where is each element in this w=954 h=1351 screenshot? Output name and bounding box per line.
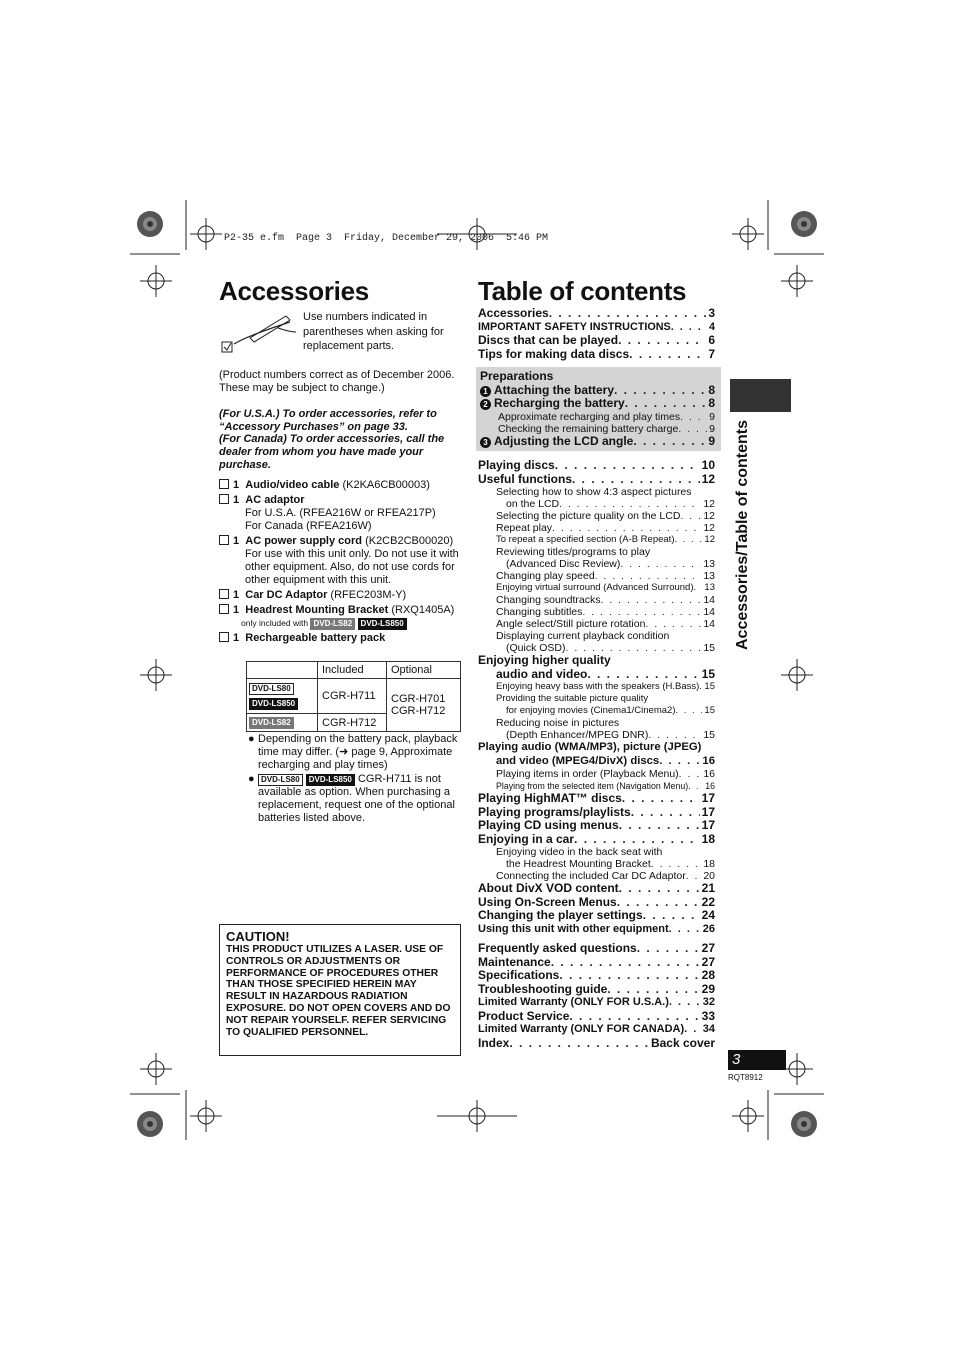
toc-entry[interactable]: Product Service . . . 33: [478, 1010, 715, 1024]
doc-code: RQT8912: [728, 1073, 763, 1082]
step-1-icon: 1: [480, 386, 491, 397]
toc-entry[interactable]: 3 Adjusting the LCD angle . . . 9: [480, 435, 715, 449]
toc-entry-line: Selecting how to show 4:3 aspect pictures: [496, 486, 692, 498]
toc-entry[interactable]: Playing from the selected item (Navigation Menu) . . . 16: [478, 780, 715, 792]
toc-entry[interactable]: Enjoying in a car . . . 18: [478, 833, 715, 847]
accessory-detail: For Canada (RFEA216W): [245, 520, 372, 532]
battery-notes: [248, 733, 461, 825]
toc-entry[interactable]: About DivX VOD content . . . 21: [478, 882, 715, 896]
toc-entry[interactable]: To repeat a specified section (A-B Repeat) . . . 12: [478, 534, 715, 546]
toc-entry[interactable]: Limited Warranty (ONLY FOR U.S.A.) . . . 32: [478, 996, 715, 1010]
toc-entry-line: Playing audio (WMA/MP3), picture (JPEG): [478, 741, 702, 753]
table-row: DVD-LS80 DVD-LS850 CGR-H711 CGR-H701 CGR-H712: [247, 679, 461, 714]
toc-entry-line: Displaying current playback condition: [496, 630, 670, 642]
toc-entry[interactable]: Angle select/Still picture rotation . . . 14: [478, 618, 715, 630]
toc-entry[interactable]: Index . . . Back cover: [478, 1037, 715, 1051]
accessories-intro: Use numbers indicated in parentheses when asking for replacement parts.: [303, 311, 444, 352]
toc-entry-line: Reviewing titles/programs to play: [496, 546, 651, 558]
toc-entry[interactable]: Useful functions . . . 12: [478, 473, 715, 487]
accessory-detail: For U.S.A. (RFEA216W or RFEA217P): [245, 507, 436, 519]
toc-entry[interactable]: Maintenance . . . 27: [478, 956, 715, 970]
toc-entry[interactable]: Using this unit with other equipment . . . 26: [478, 923, 715, 937]
toc-entry[interactable]: Repeat play . . . 12: [478, 522, 715, 534]
checkbox-icon: [219, 632, 229, 642]
model-tag-ls80: DVD-LS80: [258, 774, 303, 786]
toc-entry[interactable]: Playing programs/playlists . . . 17: [478, 806, 715, 820]
list-item: ● Depending on the battery pack, playback time may differ. (➜ page 9, Approximate recharging and play times): [248, 733, 458, 771]
toc-entry[interactable]: Troubleshooting guide . . . 29: [478, 983, 715, 997]
toc-entry[interactable]: Changing soundtracks . . . 14: [478, 594, 715, 606]
checkbox-icon: [219, 604, 229, 614]
accessory-item: 1 Headrest Mounting Bracket (RXQ1405A): [219, 604, 463, 617]
list-item: ● DVD-LS80 DVD-LS850 CGR-H711 is not available as option. When purchasing a replacement, request one of the optional batteries listed above.: [248, 773, 455, 824]
file-header-line: P2-35 e.fm Page 3 Friday, December 29, 2006 5:46 PM: [224, 233, 549, 244]
accessory-list: [219, 479, 463, 645]
toc-entry-line: Reducing noise in pictures: [496, 717, 620, 729]
toc-entry[interactable]: Changing the player settings . . . 24: [478, 909, 715, 923]
checkbox-icon: [219, 494, 229, 504]
toc-entry[interactable]: 1 Attaching the battery . . . 8: [480, 384, 715, 398]
table-row: [247, 662, 461, 679]
canada-order-note: (For Canada) To order accessories, call the dealer from whom you have made your purchase.: [219, 433, 445, 471]
toc-entry[interactable]: Playing items in order (Playback Menu) . . . 16: [478, 768, 715, 780]
toc-entry[interactable]: Specifications . . . 28: [478, 969, 715, 983]
toc-preparations-box: [476, 367, 721, 451]
model-tag-ls850: DVD-LS850: [358, 618, 407, 630]
toc-entry[interactable]: (Advanced Disc Review) . . . 13: [478, 558, 715, 570]
toc-entry[interactable]: Changing subtitles . . . 14: [478, 606, 715, 618]
toc-entry[interactable]: IMPORTANT SAFETY INSTRUCTIONS . . . 4: [478, 321, 715, 335]
toc-entry[interactable]: Approximate recharging and play times . . . 9: [480, 411, 715, 423]
checkbox-icon: [219, 479, 229, 489]
model-tag-ls82: DVD-LS82: [249, 717, 294, 729]
toc-entry[interactable]: Playing discs . . . 10: [478, 459, 715, 473]
model-tag-ls82: DVD-LS82: [310, 618, 355, 630]
headrest-model-note: only included with DVD-LS82 DVD-LS850: [219, 617, 463, 630]
toc-entry[interactable]: Accessories . . . 3: [478, 307, 715, 321]
toc-entry[interactable]: Enjoying heavy bass with the speakers (H.Bass) . . . 15: [478, 681, 715, 693]
accessory-detail: For use with this unit only. Do not use it with other equipment. Also, do not use cords for other equipment with this unit.: [245, 548, 459, 586]
toc-entry[interactable]: Frequently asked questions . . . 27: [478, 942, 715, 956]
toc-entry[interactable]: on the LCD . . . 12: [478, 498, 715, 510]
toc-entry[interactable]: Checking the remaining battery charge . . . 9: [480, 423, 715, 435]
toc-entry[interactable]: Enjoying virtual surround (Advanced Surround) . . . 13: [478, 582, 715, 594]
side-tab-label-wrap: [733, 420, 753, 675]
toc-entry-line: Enjoying video in the back seat with: [496, 846, 663, 858]
model-tag-ls850: DVD-LS850: [249, 698, 298, 710]
toc-entry[interactable]: (Depth Enhancer/MPEG DNR) . . . 15: [478, 729, 715, 741]
checkbox-icon: [219, 589, 229, 599]
toc-entry[interactable]: and video (MPEG4/DivX) discs . . . 16: [478, 755, 715, 769]
usa-order-note: (For U.S.A.) To order accessories, refer to “Accessory Purchases” on page 33.: [219, 408, 437, 433]
step-2-icon: 2: [480, 399, 491, 410]
model-tag-ls80: DVD-LS80: [249, 683, 294, 695]
side-tab-block: [730, 379, 791, 412]
step-3-icon: 3: [480, 437, 491, 448]
accessory-item: 1 Rechargeable battery pack: [219, 632, 463, 645]
table-row: DVD-LS82 CGR-H712: [247, 714, 461, 732]
toc-list: [478, 307, 715, 1050]
toc-entry[interactable]: (Quick OSD) . . . 15: [478, 642, 715, 654]
toc-entry[interactable]: for enjoying movies (Cinema1/Cinema2) . . . 15: [478, 705, 715, 717]
model-tag-ls850: DVD-LS850: [306, 774, 355, 786]
toc-section-heading: Preparations: [480, 369, 554, 383]
toc-entry[interactable]: Tips for making data discs . . . 7: [478, 348, 715, 362]
table-header-included: Included: [318, 662, 387, 679]
toc-entry[interactable]: Changing play speed . . . 13: [478, 570, 715, 582]
accessory-item: 1 AC power supply cord (K2CB2CB00020): [219, 535, 463, 548]
accessory-item: 1 Audio/video cable (K2KA6CB00003): [219, 479, 463, 492]
toc-entry-line: Enjoying higher quality: [478, 653, 611, 667]
battery-table: [246, 661, 461, 732]
caution-title: CAUTION!: [226, 929, 290, 944]
toc-entry[interactable]: 2 Recharging the battery . . . 8: [480, 397, 715, 411]
caution-box: [219, 924, 461, 1056]
checkbox-icon: [219, 535, 229, 545]
toc-entry[interactable]: Playing HighMAT™ discs . . . 17: [478, 792, 715, 806]
pen-note-icon: [220, 308, 298, 358]
table-header-optional: Optional: [387, 662, 461, 679]
accessories-title: Accessories: [219, 276, 369, 306]
toc-entry[interactable]: Selecting the picture quality on the LCD . . . 12: [478, 510, 715, 522]
toc-entry[interactable]: the Headrest Mounting Bracket . . . 18: [478, 858, 715, 870]
page-number: 3: [728, 1050, 786, 1070]
toc-title: Table of contents: [478, 276, 687, 306]
product-number-note: (Product numbers correct as of December 2006. These may be subject to change.): [219, 369, 455, 394]
side-tab-label: Accessories/Table of contents: [734, 420, 751, 650]
toc-entry[interactable]: audio and video . . . 15: [478, 668, 715, 682]
toc-entry[interactable]: Using On-Screen Menus . . . 22: [478, 896, 715, 910]
toc-entry[interactable]: Limited Warranty (ONLY FOR CANADA) . . . 34: [478, 1023, 715, 1037]
toc-entry[interactable]: Playing CD using menus . . . 17: [478, 819, 715, 833]
toc-entry[interactable]: Discs that can be played . . . 6: [478, 334, 715, 348]
toc-entry-line: Providing the suitable picture quality: [496, 693, 649, 704]
toc-entry[interactable]: Connecting the included Car DC Adaptor . . . 20: [478, 870, 715, 882]
accessory-item: 1 Car DC Adaptor (RFEC203M-Y): [219, 589, 463, 602]
caution-text: THIS PRODUCT UTILIZES A LASER. USE OF CONTROLS OR ADJUSTMENTS OR PERFORMANCE OF PROCEDURES OTHER THAN THOSE SPECIFIED HEREIN MAY RESULT IN HAZARDOUS RADIATION EXPOSURE. DO NOT OPEN COVERS AND DO NOT REPAIR YOURSELF. REFER SERVICING TO QUALIFIED PERSONNEL.: [226, 944, 451, 1038]
accessory-item: 1 AC adaptor: [219, 494, 463, 507]
